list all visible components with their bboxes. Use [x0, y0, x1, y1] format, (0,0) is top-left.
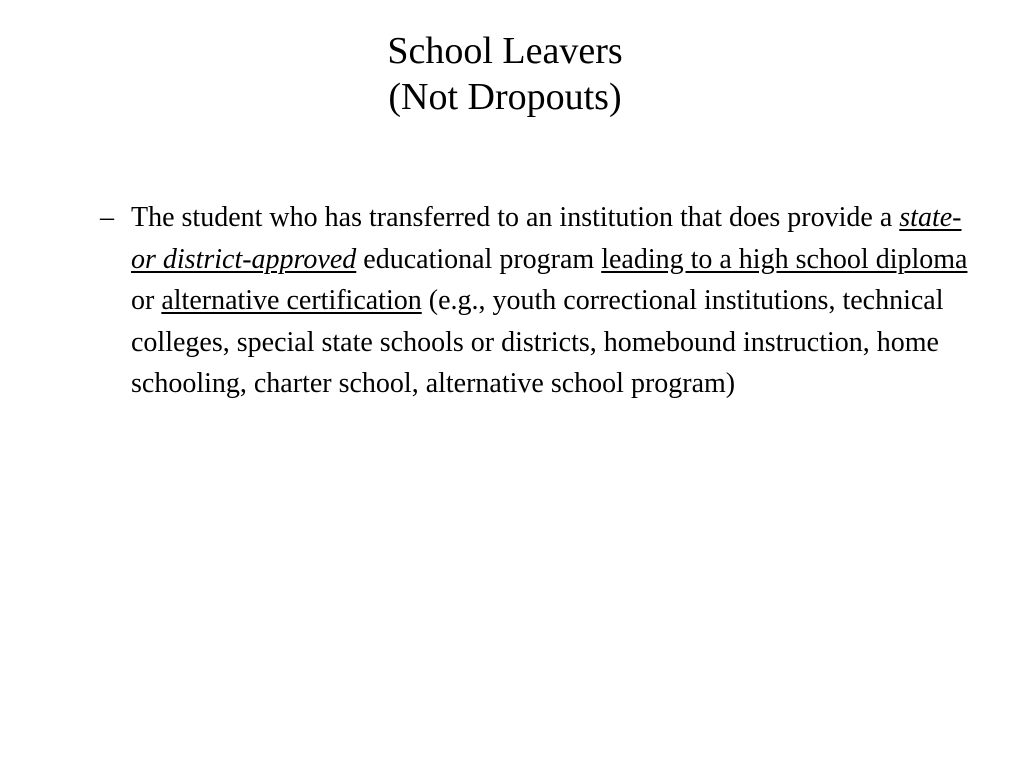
slide-title: [0, 28, 1010, 120]
approved-emphasis: state- or district-approved: [131, 202, 962, 275]
diploma-emphasis: leading to a high school diploma: [601, 243, 968, 275]
bullet-text-part-2: educational program: [356, 243, 602, 275]
title-line-1: School Leavers: [387, 30, 623, 72]
title-line-2: (Not Dropouts): [388, 76, 622, 118]
certification-emphasis: alternative certification: [161, 285, 422, 316]
dash-bullet-marker: –: [100, 202, 114, 233]
bullet-text-part-3: or: [131, 285, 162, 316]
bullet-text-part-1: The student who has transferred to an institution that does provide a: [131, 202, 900, 233]
bullet-text-part-4: (e.g., youth correctional institutions, technical colleges, special state schools or districts, homebound instruction, home schooling, charter school, alternative school program): [131, 285, 944, 399]
bullet-item: [100, 197, 980, 405]
bullet-text: [131, 197, 980, 405]
